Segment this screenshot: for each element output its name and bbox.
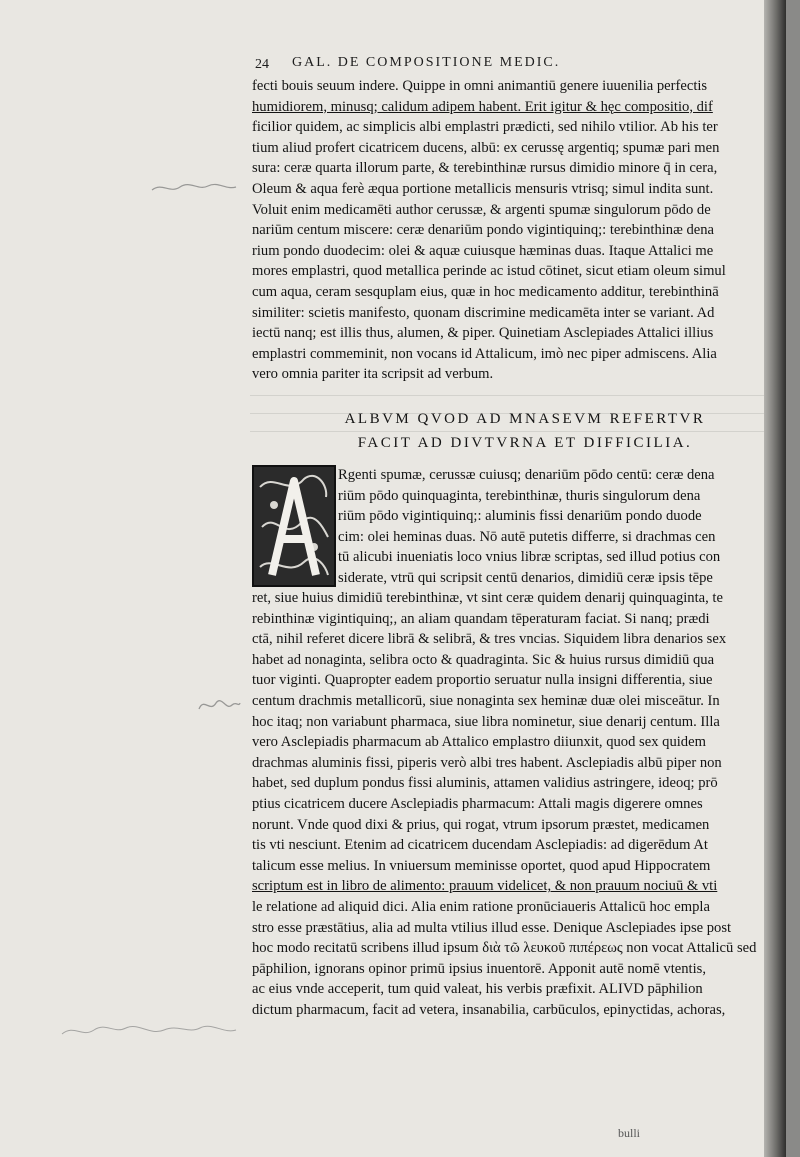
text-line: dictum pharmacum, facit ad vetera, insanabilia, carbūculos, epinyctidas, achoras, [252,1001,726,1018]
ornament-initial-icon [254,467,334,585]
page-header [255,55,775,75]
catchword: bulli [618,1126,641,1140]
text-line: nariūm centum miscere: ceræ denariūm pondo vigintiquinq;: terebinthinæ dena [252,222,715,239]
text-line: tium aliud profert cicatricem ducens, albū: ex cerussę argentiq; spumæ pari men [252,139,720,156]
handwritten-annotation-icon [150,178,240,198]
text-line: sura: ceræ quarta illorum parte, & terebinthinæ rursus dimidio minore q̄ in cera, [252,160,718,177]
text-line: riūm pōdo quinquaginta, terebinthinæ, thuris singulorum dena [338,487,701,504]
decorated-initial-a [252,465,336,587]
text-line: cum aqua, ceram sesquplam eius, quæ in hoc medicamento additur, terebinthinā [252,283,719,300]
text-line: ret, siue huius dimidiū terebinthinæ, vt sint ceræ quidem denarij quinquaginta, te [252,590,723,606]
text-line: iectū nanq; est illis thus, alumen, & piper. Quinetiam Asclepiades Attalici illius [252,325,714,342]
text-line: ptius cicatricem ducere Asclepiadis pharmacum: Attali magis digerere omnes [252,795,703,812]
text-line: hoc modo recitatū scribens illud ipsum διὰ τῶ λευκοῦ πιπέρεως non vocat Attalicū sed [252,940,757,957]
text-line: rium pondo duodecim: olei & aquæ cuiusque hæminas duas. Itaque Attalici me [252,242,714,259]
text-line: similiter: scietis manifesto, quonam discrimine medicamēta inter se variant. Ad [252,304,715,321]
text-line: habet, sed duplum pondus fissi aluminis, attamen validius astringere, ideoq; prō [252,775,718,792]
text-line: tis vti nesciunt. Etenim ad cicatricem ducendam Asclepiadis: ad digerēdum At [252,837,708,854]
text-line: scriptum est in libro de alimento: prauum videlicet, & non prauum nociuū & vti [252,878,718,895]
text-block-2-beside-initial [338,465,772,589]
text-line: hoc itaq; non variabunt pharmaca, siue libra nominetur, siue denarij centum. Illa [252,713,720,730]
text-line: tū alicubi inueniatis loco vnius libræ scriptas, sed illud potius con [338,549,721,566]
text-line: vero omnia pariter ita scripsit ad verbum. [252,366,494,383]
heading-line-1: ALBVM QVOD AD MNASEVM REFERTVR [344,411,706,427]
text-line: humidiorem, minusq; calidum adipem habent. Erit igitur & hęc compositio, dif [252,98,713,115]
text-line: emplastri commeminit, non vocans id Attalicum, imò nec piper admiscens. Alia [252,345,717,362]
text-line: Rgenti spumæ, cerussæ cuiusq; denariūm pōdo centū: ceræ dena [338,467,715,483]
text-line: Oleum & aqua ferè æqua portione metallicis mensuris vtrisq; simul indita sunt. [252,180,714,197]
text-block-1 [252,76,772,385]
text-line: tuor viginti. Quapropter eadem proportio seruatur nulla insigni differentia, siue [252,672,713,689]
text-line: fecti bouis seuum indere. Quippe in omni animantiū genere iuuenilia perfectis [252,78,708,94]
text-line: pāphilion, ignorans opinor primū ipsius inuentorē. Apponit autē nomē vtentis, [252,960,706,977]
text-line: ac eius vnde acceperit, tum quid valeat, his verbis præfixit. ALIVD pāphilion [252,981,703,998]
text-line: siderate, vtrū qui scripsit centū denarios, dimidiū ceræ ipsis tēpe [338,569,713,586]
section-heading [290,407,760,455]
text-line: talicum esse melius. In vniuersum meminisse oportet, quod apud Hippocratem [252,857,711,874]
handwritten-annotation-icon [60,1016,240,1046]
text-line: Voluit enim medicamēti author cerussæ, & argenti spumæ singulorum pōdo de [252,201,711,218]
text-line: stro esse præstātius, alia ad multa vtilius illud esse. Denique Asclepiades ipse post [252,919,732,936]
text-line: cim: olei heminas duas. Nō autē putetis differre, si drachmas cen [338,528,716,545]
binding-gutter [764,0,786,1157]
text-line: le relatione ad aliquid dici. Alia enim ratione pronūciaueris Attalicū hoc empla [252,898,710,915]
text-line: vero Asclepiadis pharmacum ab Attalico emplastro diiunxit, quod sex quidem [252,734,706,751]
text-line: drachmas aluminis fissi, piperis verò albi tres habent. Asclepiadis albū piper non [252,754,722,771]
text-block-2 [252,588,772,1020]
text-line: mores emplastri, quod metallica perinde ac istud cōtinet, sicut etiam oleum simul [252,263,726,280]
running-title: GAL. DE COMPOSITIONE MEDIC. [292,55,561,70]
text-line: riūm pōdo vigintiquinq;: aluminis fissi denariūm pondo duode [338,508,702,525]
text-line: ficilior quidem, ac simplicis albi emplastri prædicti, sed nihilo vtilior. Ab his ter [252,119,718,136]
text-line: habet ad nonaginta, selibra octo & quadraginta. Sic & huius rursus dimidiū qua [252,651,715,668]
heading-line-2: FACIT AD DIVTVRNA ET DIFFICILIA. [357,435,693,451]
text-line: norunt. Vnde quod dixi & prius, qui rogat, vtrum ipsorum præstet, medicamen [252,816,710,833]
handwritten-annotation-icon [196,693,242,717]
folio-number: 24 [255,57,269,72]
text-line: centum drachmis metallicorū, siue nonaginta sex heminæ duæ olei misceātur. In [252,692,720,709]
text-line: rebinthinæ vigintiquinq;, an aliam quandam tēperaturam faciat. Si nanq; prædi [252,610,710,627]
text-line: ctā, nihil referet dicere librā & selibrā, & tres vncias. Siquidem libra denarios sex [252,631,727,648]
